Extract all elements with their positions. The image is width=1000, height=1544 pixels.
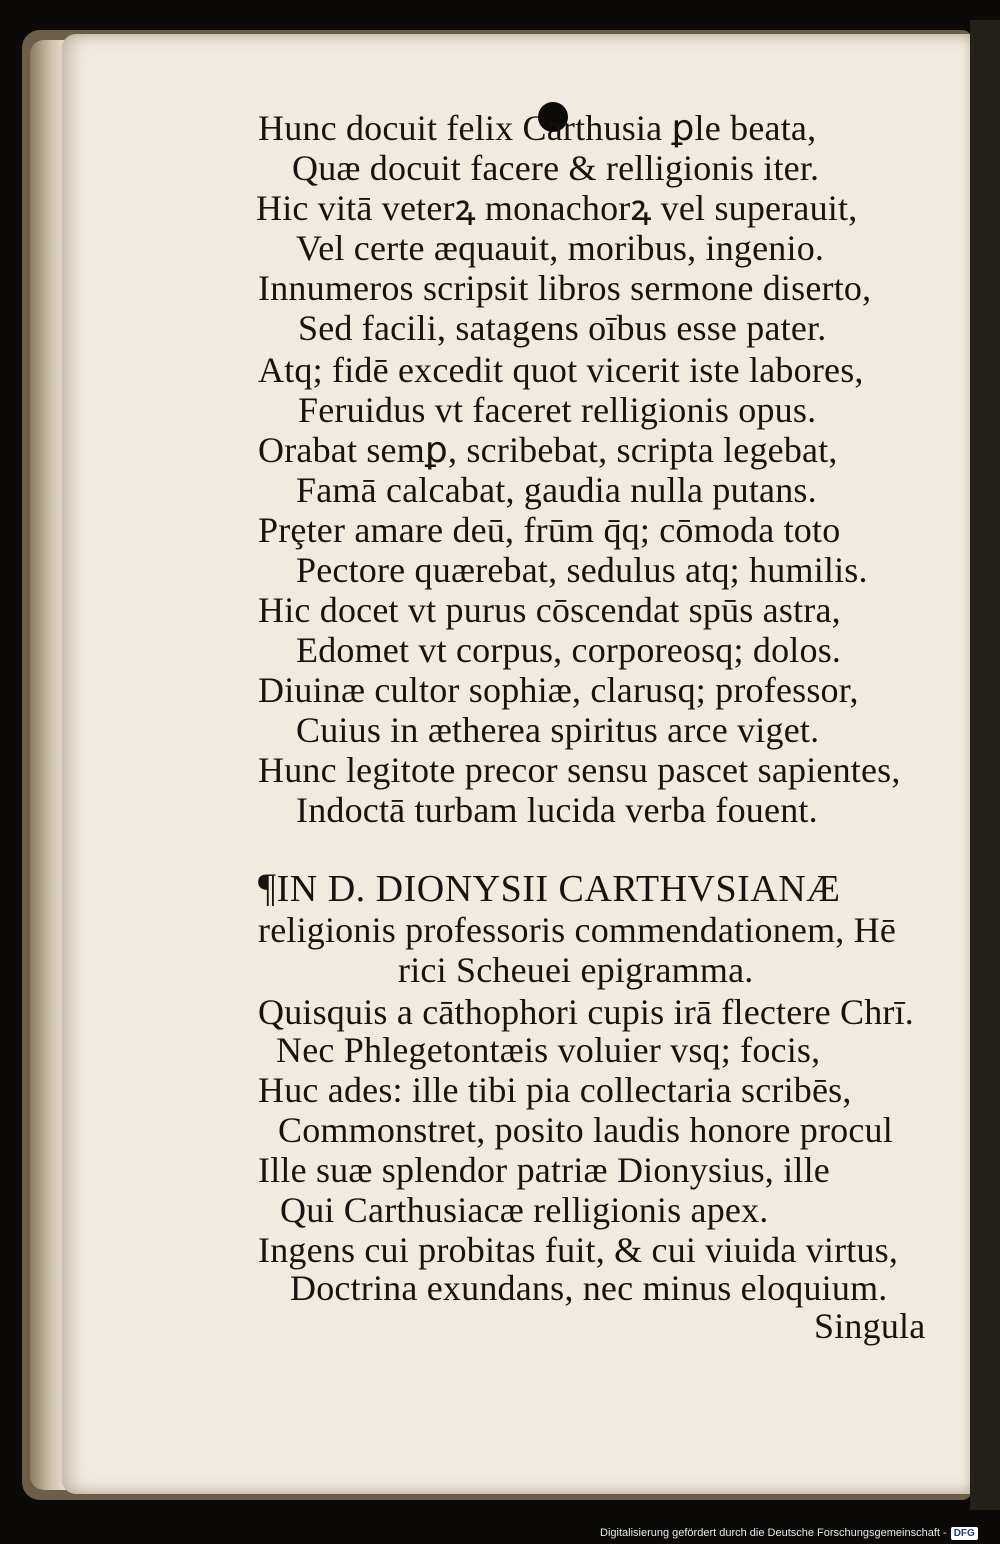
verse-line: Doctrina exundans, nec minus eloquium. [290, 1268, 888, 1308]
page-gutter-shadow [30, 40, 66, 1490]
verse-line: Orabat semꝑ, scribebat, scripta legebat, [258, 430, 838, 470]
heading-line-1: IN D. DIONYSII CARTHVSIANÆ [276, 868, 841, 910]
verse-line: Edomet vt corpus, corporeosq; dolos. [296, 630, 842, 670]
verse-line: Qui Carthusiacæ relligionis apex. [280, 1190, 769, 1230]
verse-line: Innumeros scripsit libros sermone diserto, [258, 268, 872, 308]
verse-line: Cuius in ætherea spiritus arce viget. [296, 710, 820, 750]
verse-line: Diuinæ cultor sophiæ, clarusq; professor, [258, 670, 859, 710]
verse-line: Huc ades: ille tibi pia collectaria scribēs, [258, 1070, 852, 1110]
page-edge-strip [970, 20, 1000, 1510]
verse-line: Ingens cui probitas fuit, & cui viuida virtus, [258, 1230, 899, 1270]
verse-line: Quæ docuit facere & relligionis iter. [292, 148, 820, 188]
pilcrow-icon: ¶ [258, 865, 277, 910]
verse-line: Nec Phlegetontæis voluier vsq; focis, [276, 1030, 821, 1070]
heading-line-2: religionis professoris commendationem, Hē [258, 910, 897, 950]
epigram-heading [258, 865, 841, 910]
verse-line: Famā calcabat, gaudia nulla putans. [296, 470, 817, 510]
footer-text: Digitalisierung gefördert durch die Deutsche Forschungsgemeinschaft - [600, 1527, 947, 1539]
verse-line: Feruidus vt faceret relligionis opus. [298, 390, 817, 430]
verse-line: Ille suæ splendor patriæ Dionysius, ille [258, 1150, 830, 1190]
verse-line: Hunc docuit felix Carthusia ꝑle beata, [258, 108, 817, 148]
verse-line: Sed facili, satagens oībus esse pater. [298, 308, 827, 348]
verse-line: Commonstret, posito laudis honore procul [278, 1110, 893, 1150]
catchword: Singula [814, 1306, 926, 1346]
heading-line-3: rici Scheuei epigramma. [398, 950, 754, 990]
verse-line: Hic vitā veterꝝ monachorꝝ vel superauit, [256, 188, 858, 228]
verse-line: Prȩter amare deū, frūm q̄q; cōmoda toto [258, 510, 841, 550]
verse-line: Vel certe æquauit, moribus, ingenio. [296, 228, 825, 268]
verse-line: Hunc legitote precor sensu pascet sapientes, [258, 750, 901, 790]
verse-line: Hic docet vt purus cōscendat spūs astra, [258, 590, 841, 630]
verse-line: Indoctā turbam lucida verba fouent. [296, 790, 818, 830]
digitization-footer [600, 1524, 1000, 1542]
verse-line: Pectore quærebat, sedulus atq; humilis. [296, 550, 868, 590]
verse-line: Atq; fidē excedit quot vicerit iste labores, [258, 350, 864, 390]
verse-line: Quisquis a cāthophori cupis irā flectere Chrī. [258, 992, 915, 1032]
dfg-logo: DFG [951, 1527, 978, 1540]
